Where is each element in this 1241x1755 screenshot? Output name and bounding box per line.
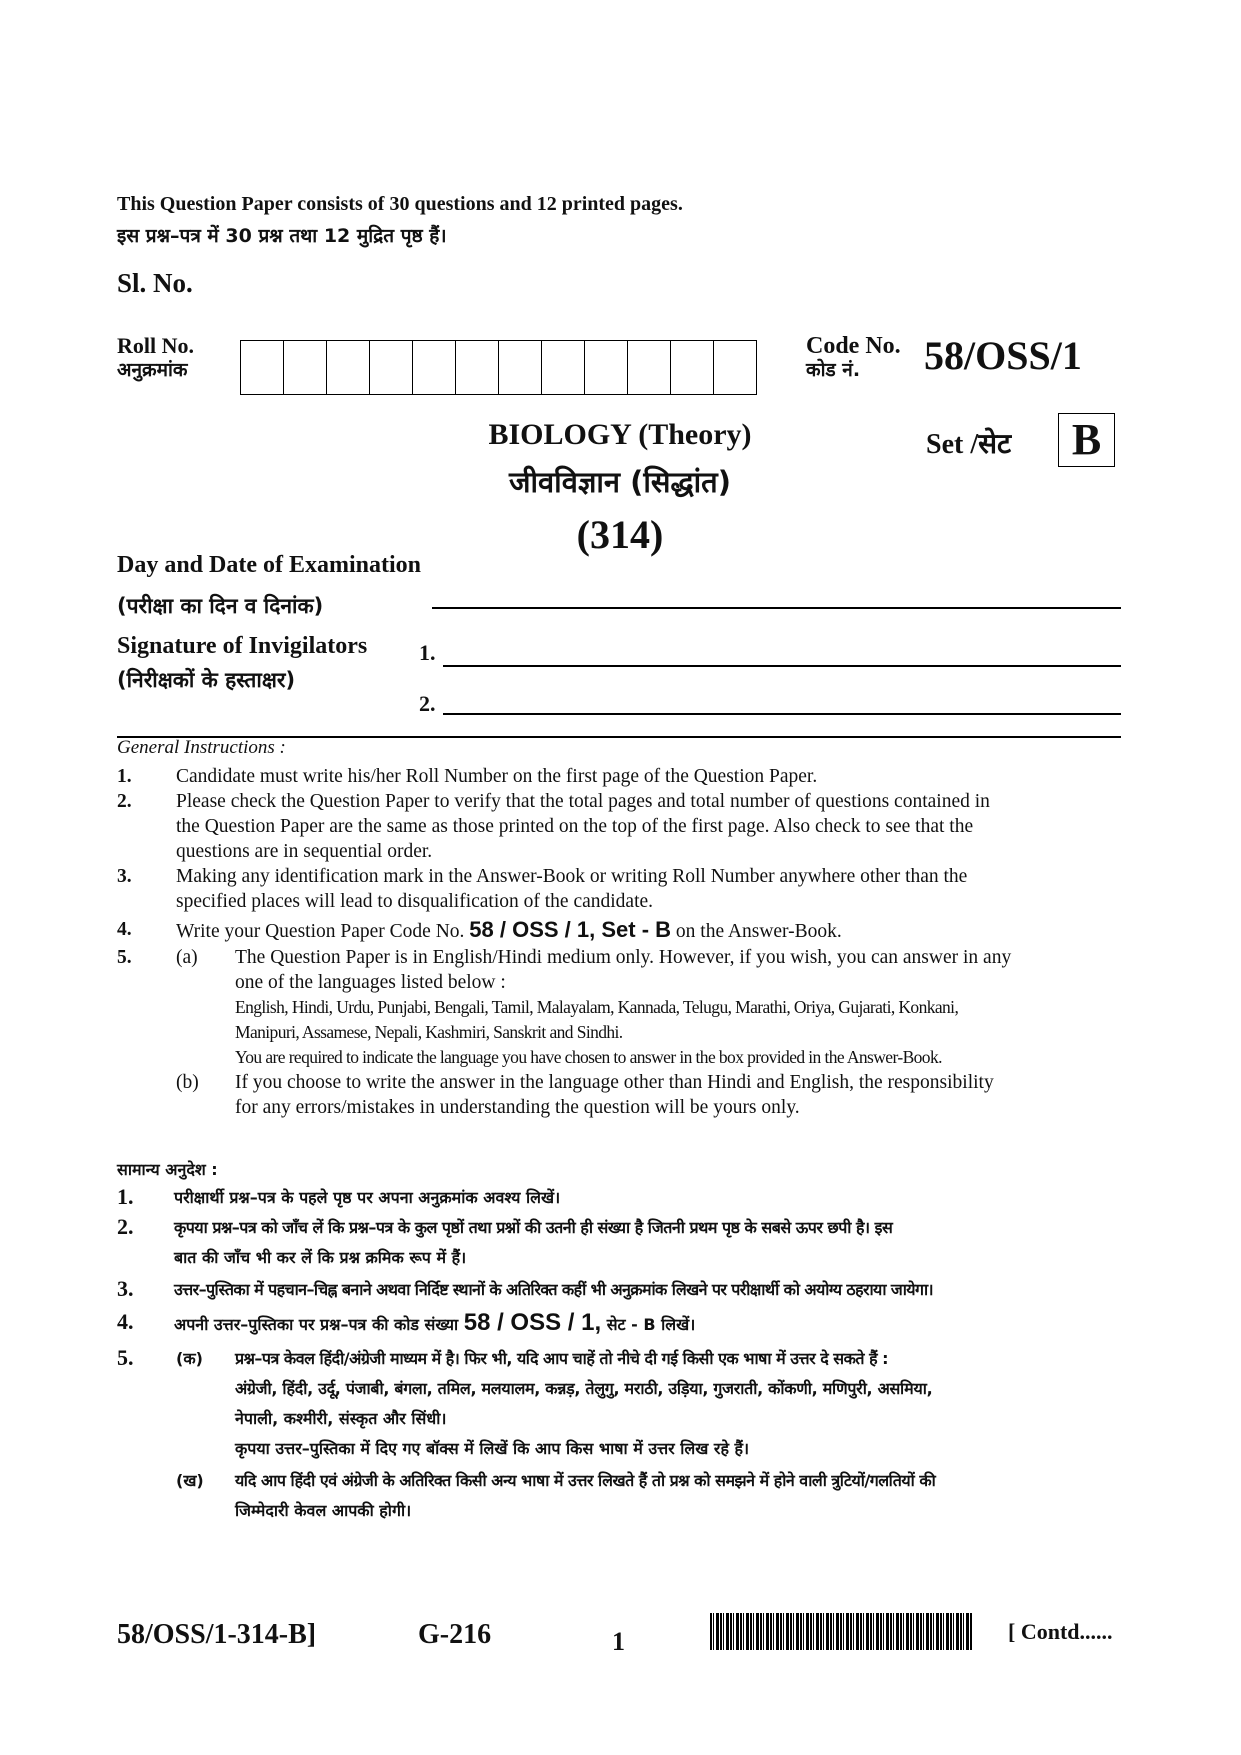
gi-num-5: 5.: [117, 947, 132, 968]
roll-box[interactable]: [413, 341, 456, 394]
barcode-image: [710, 1613, 972, 1650]
subject-title-en: BIOLOGY (Theory): [488, 418, 752, 451]
roll-box[interactable]: [671, 341, 714, 394]
set-value-box: B: [1058, 413, 1115, 467]
code-number-label-hi: कोड नं.: [806, 359, 861, 381]
roll-number-boxes[interactable]: [240, 340, 757, 395]
exam-day-label-en: Day and Date of Examination: [117, 552, 422, 578]
page-number: 1: [612, 1627, 625, 1656]
hi-item-5-ka-line1: प्रश्न–पत्र केवल हिंदी/अंग्रेजी माध्यम में है। फिर भी, यदि आप चाहें तो नीचे दी गई किसी एक भाषा में उत्तर दे सकते हैं :: [235, 1349, 889, 1368]
hi-item-5-ka-line4: कृपया उत्तर–पुस्तिका में दिए गए बॉक्स में लिखें कि आप किस भाषा में उत्तर लिख रहे हैं।: [235, 1439, 750, 1458]
roll-box[interactable]: [585, 341, 628, 394]
hi-item-3: उत्तर–पुस्तिका में पहचान–चिह्न बनाने अथवा निर्दिष्ट स्थानों के अतिरिक्त कहीं भी अनुक्रमांक लिखने पर परीक्षार्थी को अयोग्य ठहराया जायेगा।: [174, 1280, 933, 1299]
hi-item-5-ka-label: (क): [176, 1349, 203, 1368]
hi-item-5-ka-line2: अंग्रेजी, हिंदी, उर्दू, पंजाबी, बंगला, तमिल, मलयालम, कन्नड़, तेलुगु, मराठी, उड़िया, गुजराती, कोंकणी, मणिपुरी, असमिया,: [235, 1379, 933, 1398]
roll-number-label: [117, 334, 194, 382]
set-label: [926, 424, 1011, 462]
roll-box[interactable]: [370, 341, 413, 394]
roll-box[interactable]: [327, 341, 370, 394]
gi-item-5a-line5: You are required to indicate the language you have chosen to answer in the box provided in the Answer-Book.: [235, 1047, 942, 1067]
invigilator-label-en: Signature of Invigilators: [117, 633, 368, 659]
roll-box[interactable]: [241, 341, 284, 394]
exam-day-line[interactable]: [432, 607, 1121, 609]
roll-box[interactable]: [714, 341, 756, 394]
gi-num-1: 1.: [117, 766, 132, 787]
code-number-value: 58/OSS/1: [924, 333, 1082, 378]
gi-item-5a-line1: The Question Paper is in English/Hindi medium only. However, if you wish, you can answer in any: [235, 947, 1012, 968]
hi-item-4-text: अपनी उत्तर–पुस्तिका पर प्रश्न–पत्र की कोड संख्या: [174, 1315, 459, 1334]
hi-item-4-code: 58 / OSS / 1,: [463, 1309, 602, 1336]
footer-series: G-216: [418, 1619, 492, 1650]
gi-item-4-code: 58 / OSS / 1, Set - B: [469, 917, 672, 942]
hi-num-4: 4.: [117, 1309, 134, 1334]
general-instructions-title: General Instructions :: [117, 737, 286, 758]
serial-number-label: Sl. No.: [117, 268, 193, 298]
roll-box[interactable]: [499, 341, 542, 394]
gi-item-5b-line1: If you choose to write the answer in the language other than Hindi and English, the responsibility: [235, 1072, 994, 1093]
gi-item-5a-languages-2: Manipuri, Assamese, Nepali, Kashmiri, Sanskrit and Sindhi.: [235, 1022, 623, 1042]
hi-item-4-suffix: लिखें।: [661, 1315, 696, 1334]
invigilator-label-hi: (निरीक्षकों के हस्ताक्षर): [117, 668, 296, 692]
hi-item-5-kha-line2: जिम्मेदारी केवल आपकी होगी।: [235, 1501, 412, 1520]
header-pages-en: This Question Paper consists of 30 questions and 12 printed pages.: [117, 193, 683, 215]
hi-item-5-kha-line1: यदि आप हिंदी एवं अंग्रेजी के अतिरिक्त किसी अन्य भाषा में उत्तर लिखते हैं तो प्रश्न को समझने में होने वाली त्रुटियों/गलतियों की: [235, 1471, 936, 1490]
gi-item-1: Candidate must write his/her Roll Number on the first page of the Question Paper.: [176, 766, 818, 787]
gi-item-3-line2: specified places will lead to disqualification of the candidate.: [176, 891, 654, 912]
gi-item-2-line3: questions are in sequential order.: [176, 841, 433, 862]
gi-item-5a-languages: English, Hindi, Urdu, Punjabi, Bengali, Tamil, Malayalam, Kannada, Telugu, Marathi, Oriya, Gujarati, Konkani,: [235, 997, 959, 1017]
gi-item-4-suffix: on the Answer-Book.: [675, 921, 842, 942]
gi-item-3-line1: Making any identification mark in the Answer-Book or writing Roll Number anywhere other than the: [176, 866, 968, 887]
hi-item-5-ka-line3: नेपाली, कश्मीरी, संस्कृत और सिंधी।: [235, 1409, 447, 1428]
hi-item-2-line1: कृपया प्रश्न–पत्र को जाँच लें कि प्रश्न–पत्र के कुल पृष्ठों तथा प्रश्नों की उतनी ही संख्या है जितनी प्रथम पृष्ठ के सबसे ऊपर छपी है। इस: [174, 1218, 893, 1237]
roll-box[interactable]: [456, 341, 499, 394]
gi-num-3: 3.: [117, 866, 132, 887]
continued-label: [ Contd......: [1008, 1619, 1113, 1644]
set-label-text: Set /सेट: [926, 429, 1012, 460]
code-number-label-en: Code No.: [806, 333, 901, 359]
roll-box[interactable]: [542, 341, 585, 394]
hi-item-1: परीक्षार्थी प्रश्न–पत्र के पहले पृष्ठ पर अपना अनुक्रमांक अवश्य लिखें।: [174, 1188, 561, 1207]
gi-item-2-line1: Please check the Question Paper to verify that the total pages and total number of questions contained in: [176, 791, 990, 812]
gi-item-5a-label: (a): [176, 947, 198, 968]
gi-item-5b-line2: for any errors/mistakes in understanding the question will be yours only.: [235, 1097, 800, 1118]
invigilator-1-num: 1.: [419, 640, 436, 665]
hi-num-2: 2.: [117, 1214, 134, 1239]
gi-item-4-text: Write your Question Paper Code No.: [176, 921, 465, 942]
hi-num-1: 1.: [117, 1184, 134, 1209]
hi-num-5: 5.: [117, 1345, 134, 1370]
subject-title-hi: जीवविज्ञान (सिद्धांत): [509, 465, 731, 499]
gi-item-5b-label: (b): [176, 1072, 199, 1093]
roll-box[interactable]: [284, 341, 327, 394]
hi-num-3: 3.: [117, 1276, 134, 1301]
subject-code: (314): [576, 512, 664, 557]
roll-box[interactable]: [628, 341, 671, 394]
hindi-instructions-title: सामान्य अनुदेश :: [117, 1160, 218, 1179]
hi-item-4: [174, 1309, 695, 1339]
invigilator-2-line[interactable]: [443, 713, 1121, 715]
gi-num-4: 4.: [117, 919, 132, 940]
gi-item-5a-line2: one of the languages listed below :: [235, 972, 506, 993]
hi-item-2-line2: बात की जाँच भी कर लें कि प्रश्न क्रमिक रूप में हैं।: [174, 1248, 467, 1267]
gi-item-4: [176, 917, 842, 944]
invigilator-1-line[interactable]: [443, 665, 1121, 667]
footer-paper-code: 58/OSS/1-314-B]: [117, 1619, 317, 1650]
header-pages-hi: इस प्रश्न–पत्र में 30 प्रश्न तथा 12 मुद्रित पृष्ठ हैं।: [117, 225, 447, 247]
exam-day-label-hi: (परीक्षा का दिन व दिनांक): [117, 594, 324, 618]
invigilator-2-num: 2.: [419, 691, 436, 716]
roll-number-label-en: Roll No.: [117, 333, 194, 358]
gi-num-2: 2.: [117, 791, 132, 812]
hi-item-5-kha-label: (ख): [176, 1471, 204, 1490]
hi-item-4-set: सेट - B: [606, 1315, 656, 1334]
gi-item-2-line2: the Question Paper are the same as those printed on the top of the first page. Also check to see that the: [176, 816, 974, 837]
roll-number-label-hi: अनुक्रमांक: [117, 359, 188, 381]
code-number-label: [806, 334, 901, 382]
